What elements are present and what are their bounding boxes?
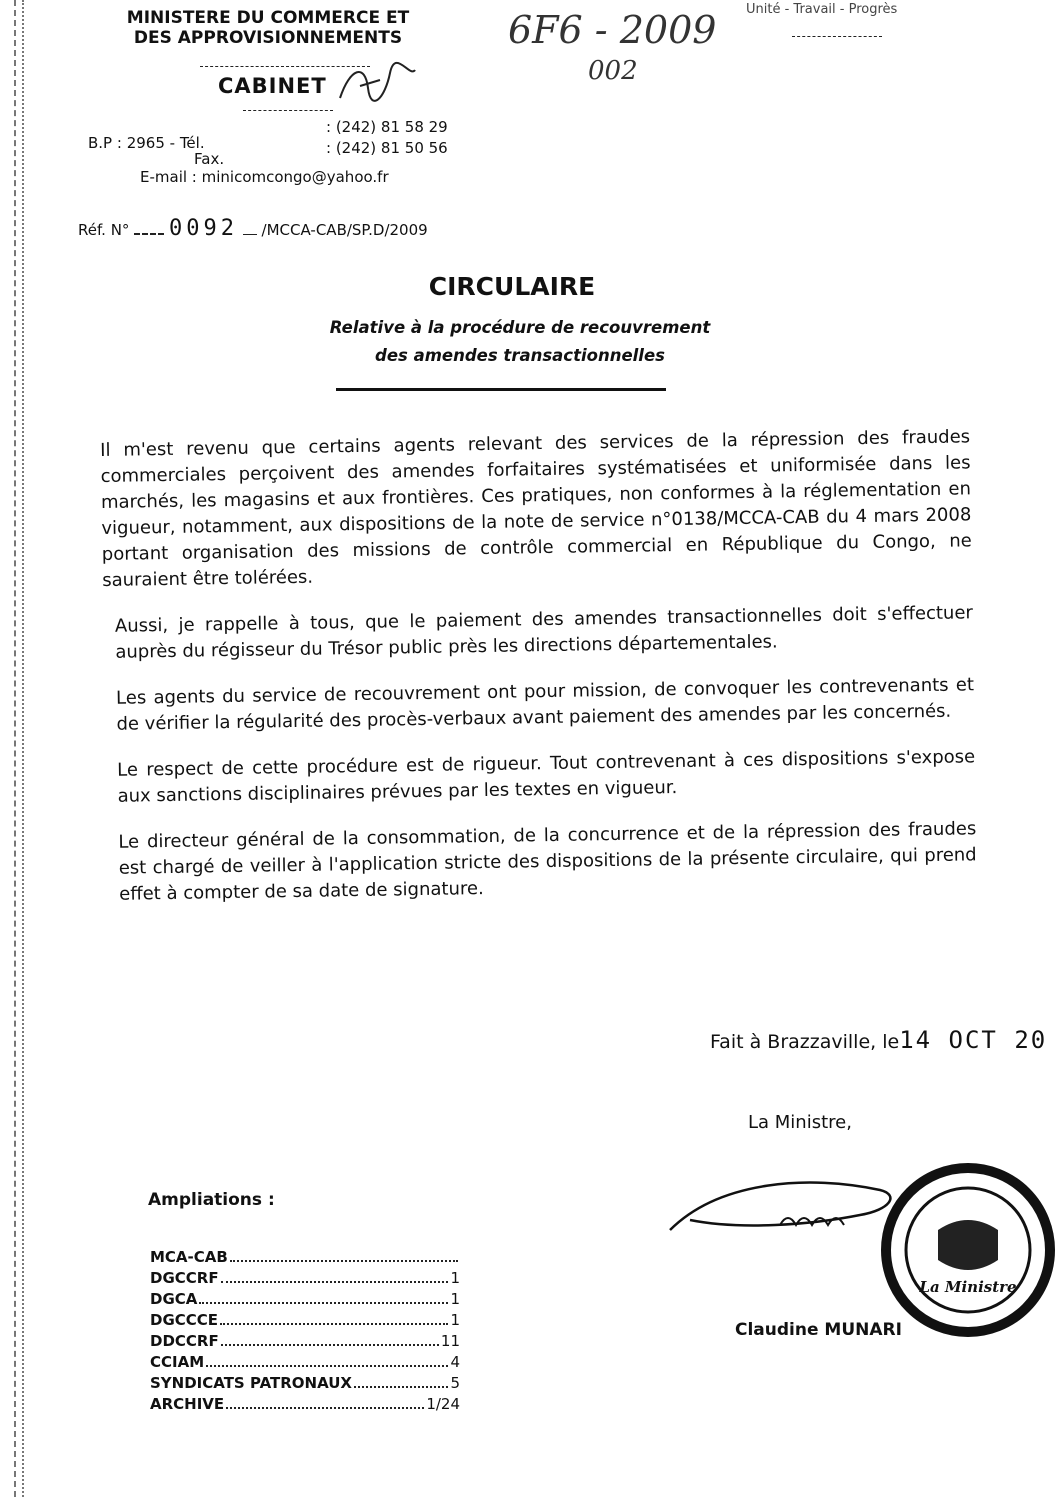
paragraph-5: Le directeur général de la consommation, de la concurrence et de la répression des fraudes est chargé de veiller à l'application stricte des dispositions de la présente circulaire, qui prend effet à compter de sa date de signature. (118, 818, 977, 905)
motto-divider (792, 36, 882, 37)
subtitle-line-1: Relative à la procédure de recouvrement (329, 318, 711, 337)
paragraph-2: Aussi, je rappelle à tous, que le paiement des amendes transactionnelles doit s'effectuer auprès du régisseur du Trésor public près les directions départementales. (114, 602, 974, 663)
list-item: DGCCCE 1 (150, 1311, 460, 1329)
ministry-header (118, 8, 418, 48)
paragraph-4: Le respect de cette procédure est de rigueur. Tout contrevenant à ces dispositions s'expose aux sanctions disciplinaires prévues par les textes en vigueur. (117, 746, 976, 807)
date-stamp: 14 OCT 20 (899, 1026, 1048, 1054)
seal-label: La Ministre (919, 1278, 1017, 1296)
paraph-scribble (330, 58, 420, 108)
telephone-number: : (242) 81 58 29 (326, 118, 448, 136)
ministry-line-2: DES APPROVISIONNEMENTS (133, 28, 403, 48)
document-body (100, 424, 978, 928)
postal-box: B.P : 2965 - Tél. (88, 134, 205, 152)
national-motto: Unité - Travail - Progrès (746, 2, 898, 17)
signatory-name: Claudine MUNARI (735, 1320, 902, 1340)
handwritten-sub: 002 (588, 56, 638, 86)
cabinet-divider (243, 110, 333, 111)
official-seal (878, 1160, 1058, 1340)
place-label: Fait à Brazzaville, le (710, 1031, 900, 1053)
ampliations-title: Ampliations : (148, 1190, 275, 1210)
list-item: ARCHIVE 1/24 (150, 1395, 460, 1413)
paragraph-1: Il m'est revenu que certains agents relevant des services de la répression des fraudes commerciales perçoivent des amendes forfaitaires systématisées et uniformisée dans les marchés, les magasins et aux frontières. Ces pratiques, non conformes à la réglementation en vigueur, notamment, aux dispositions de la note de service n°0138/MCCA-CAB du 4 mars 2008 portant organisation des missions de contrôle commercial en République du Congo, ne sauraient être tolérées. (100, 426, 972, 591)
handwritten-code: 6F6 - 2009 (508, 8, 717, 52)
reference-line (78, 216, 428, 241)
list-item: CCIAM 4 (150, 1353, 460, 1371)
signatory-title: La Ministre, (748, 1112, 852, 1133)
reference-number: 0092 (169, 216, 238, 241)
scan-edge-artifact (14, 0, 28, 1497)
list-item: SYNDICATS PATRONAUX 5 (150, 1374, 460, 1392)
fax-number: : (242) 81 50 56 (326, 139, 448, 157)
list-item: MCA-CAB (150, 1248, 460, 1269)
ampliations-list (150, 1248, 460, 1416)
ministry-line-1: MINISTERE DU COMMERCE ET (126, 8, 410, 28)
paragraph-3: Les agents du service de recouvrement ont pour mission, de convoquer les contrevenants et de vérifier la régularité des procès-verbaux avant paiement des amendes par les concernés. (115, 674, 975, 735)
title-underline (336, 388, 666, 391)
email-address: E-mail : minicomcongo@yahoo.fr (140, 168, 389, 186)
place-and-date (710, 1026, 1047, 1054)
list-item: DDCCRF 11 (150, 1332, 460, 1350)
subtitle-line-2: des amendes transactionnelles (375, 346, 665, 365)
cabinet-label: CABINET (218, 74, 327, 98)
document-title: CIRCULAIRE (428, 272, 596, 301)
fax-label: Fax. (194, 150, 225, 168)
list-item: DGCCRF 1 (150, 1269, 460, 1287)
list-item: DGCA 1 (150, 1290, 460, 1308)
reference-label: Réf. N° (78, 221, 130, 239)
reference-suffix: /MCCA-CAB/SP.D/2009 (261, 221, 428, 239)
